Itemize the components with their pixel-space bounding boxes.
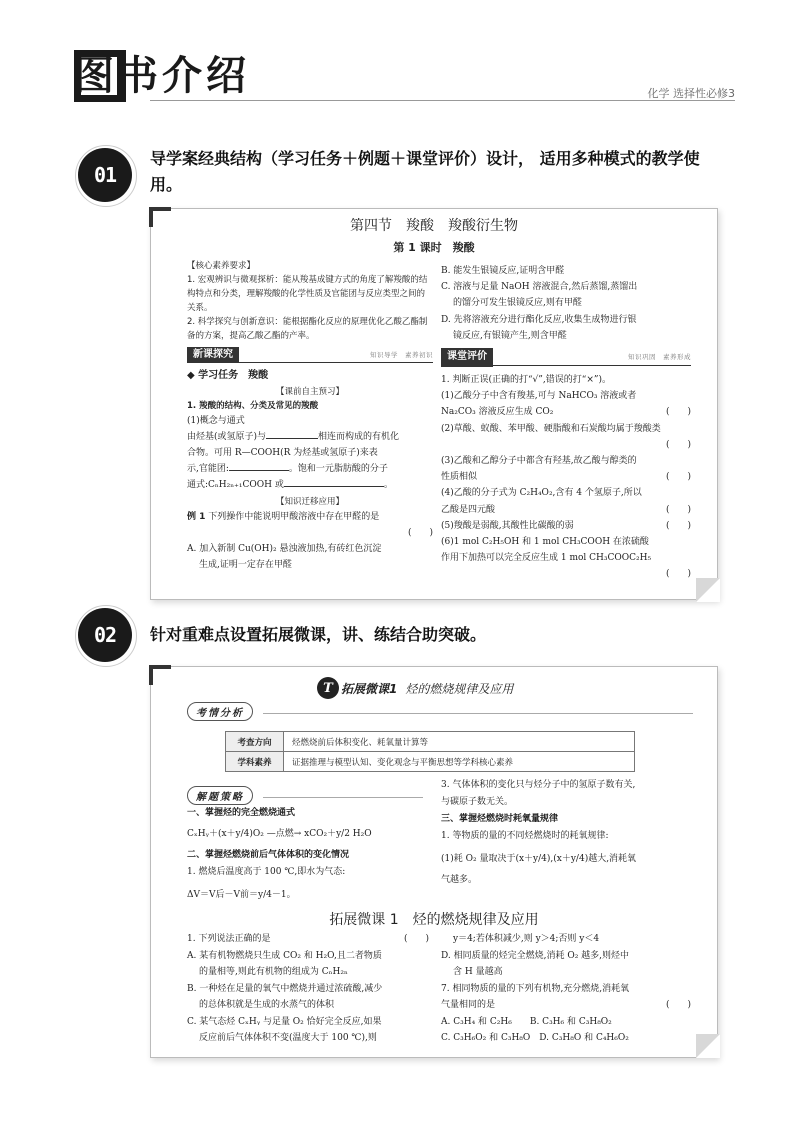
divider (263, 713, 693, 714)
judge-item: (2)草酸、蚁酸、苯甲酸、硬脂酸和石炭酸均属于羧酸类 (441, 423, 661, 434)
question: 7. 相同物质的量的下列有机物,充分燃烧,消耗氧 (441, 983, 630, 994)
answer-paren: ( ) (665, 569, 691, 580)
right-column (441, 263, 691, 583)
option: D. 相同质量的烃完全燃烧,消耗 O₂ 越多,则烃中 (441, 950, 630, 961)
text-line: 气越多。 (441, 875, 478, 885)
tag-subtitle: 知识导学 素养初识 (370, 350, 433, 359)
chapter-title: 第四节 羧酸 羧酸衍生物 (350, 218, 518, 234)
lesson-panel (150, 208, 718, 600)
question: 1. 羧酸的结构、分类及常见的羧酸 (187, 401, 319, 411)
judge-item: 乙酸是四元酸 (441, 504, 496, 515)
question: 1. 判断正误(正确的打“√”,错误的打“×”)。 (441, 375, 612, 386)
table-row (226, 732, 635, 752)
tag-subtitle: 知识巩固 素养形成 (628, 353, 691, 362)
option: 含 H 量越高 (453, 967, 503, 977)
strategy-heading: 一、掌握烃的完全燃烧通式 (187, 808, 296, 818)
task-title: ◆ 学习任务 羧酸 (187, 370, 269, 381)
new-course-tag: 新课探究 (187, 347, 239, 363)
new-course-bar (187, 347, 433, 363)
answer-paren: ( ) (407, 528, 433, 538)
text-line: (1)概念与通式 (187, 416, 245, 426)
strategy-left (187, 805, 427, 904)
corner-bracket (149, 665, 171, 685)
answer-paren: ( ) (665, 472, 691, 483)
page-fold (696, 1034, 720, 1058)
divider (263, 797, 423, 798)
evaluation-bar (441, 350, 691, 366)
answer-paren: ( ) (403, 934, 429, 944)
answer-paren: ( ) (665, 520, 691, 531)
micro-lesson-icon: T (317, 677, 339, 699)
micro-lesson-header (317, 677, 513, 699)
text-line: 1. 等物质的量的不同烃燃烧时的耗氧规律: (441, 831, 609, 841)
page-fold (696, 578, 720, 602)
option: 的量相等,则此有机物的组成为 CₙH₂ₙ (199, 967, 348, 977)
option: D. 先将溶液充分进行酯化反应,收集生成物进行银 (441, 314, 637, 325)
fill-blank (229, 462, 289, 471)
table-value: 证据推理与模型认知、变化观念与平衡思想等学科核心素养 (284, 752, 635, 772)
analysis-table (225, 731, 635, 772)
preview-heading: 【课前自主预习】 (275, 387, 344, 397)
lesson-title: 第 1 课时 羧酸 (393, 241, 475, 254)
header-divider (150, 100, 735, 101)
evaluation-tag: 课堂评价 (441, 348, 493, 366)
option: C. 某气态烃 CₓHᵧ 与足量 O₂ 恰好完全反应,如果 (187, 1016, 382, 1027)
option: 反应前后气体体积不变(温度大于 100 ℃),则 (199, 1033, 377, 1043)
judge-item: 性质相似 (441, 472, 478, 483)
judge-item: (1)乙酸分子中含有羧基,可与 NaHCO₃ 溶液或者 (441, 391, 637, 402)
exercise-right (441, 931, 691, 1047)
micro-lesson-panel (150, 666, 718, 1058)
table-row (226, 752, 635, 772)
core-heading: 【核心素养要求】 (187, 261, 256, 271)
option: 生成,证明一定存在甲醛 (199, 560, 292, 570)
text-line: 合物。可用 R—COOH(R 为烃基或氢原子)来表 (187, 448, 378, 458)
text-line: 。饱和一元脂肪酸的分子 (288, 464, 388, 474)
judge-item: (3)乙酸和乙醇分子中都含有羟基,故乙酸与醇类的 (441, 456, 637, 467)
logo-text: 图书介绍 (74, 53, 250, 99)
option: 的馏分可发生银镜反应,则有甲醛 (453, 298, 582, 309)
option: C. C₃H₆O₂ 和 C₃H₈O D. C₃H₈O 和 C₄H₆O₂ (441, 1033, 629, 1043)
exercise-left (187, 931, 429, 1047)
option: B. 能发生银镜反应,证明含甲醛 (441, 266, 565, 276)
analysis-pill-label: 考情分析 (187, 702, 253, 721)
section-number-badge: 02 (78, 608, 132, 662)
strategy-right (441, 777, 691, 889)
subject-label: 化学 选择性必修3 (647, 87, 735, 100)
strategy-heading: 二、掌握烃燃烧前后气体体积的变化情况 (187, 850, 350, 860)
option: 的总体积就是生成的水蒸气的体积 (199, 1000, 335, 1010)
transfer-heading: 【知识迁移应用】 (275, 497, 344, 507)
answer-paren: ( ) (665, 504, 691, 515)
example-label: 例 1 (187, 512, 206, 522)
question: 气量相同的是 (441, 1000, 496, 1010)
analysis-pill (187, 701, 253, 721)
judge-item: (6)1 mol C₂H₅OH 和 1 mol CH₃COOH 在浓硫酸 (441, 537, 649, 548)
core-item: 1. 宏观辨识与微观探析：能从羧基成键方式的角度了解羧酸的结构特点和分类，理解羧酸的化学性质及官能团与反应类型之间的关系。 (187, 275, 428, 313)
judge-item: 作用下加热可以完全反应生成 1 mol CH₃COOC₂H₅ (441, 553, 652, 564)
option: A. 加入新制 Cu(OH)₂ 悬浊液加热,有砖红色沉淀 (187, 544, 382, 554)
table-key: 考查方向 (226, 732, 284, 752)
question: 1. 下列说法正确的是 (187, 934, 271, 944)
option: y＝4;若体积减少,则 y＞4;否则 y＜4 (453, 934, 600, 944)
formula: CₓHᵧ＋(x＋y/4)O₂ —点燃→ xCO₂＋y/2 H₂O (187, 829, 372, 839)
judge-item: (4)乙酸的分子式为 C₂H₄O₂,含有 4 个氢原子,所以 (441, 488, 642, 499)
text-line: (1)耗 O₂ 量取决于(x＋y/4),(x＋y/4)越大,消耗氧 (441, 854, 637, 864)
text-line: 3. 气体体积的变化只与烃分子中的氢原子数有关, (441, 780, 636, 790)
section-title: 导学案经典结构（学习任务＋例题＋课堂评价）设计， 适用多种模式的教学使用。 (150, 149, 700, 194)
example-text: 下列操作中能说明甲酸溶液中存在甲醛的是 (208, 512, 380, 522)
text-line: 与碳原子数无关。 (441, 797, 514, 807)
option: C. 溶液与足量 NaOH 溶液混合,然后蒸馏,蒸馏出 (441, 282, 638, 293)
option: A. 某有机物燃烧只生成 CO₂ 和 H₂O,且二者物质 (187, 950, 382, 961)
section-title: 针对重难点设置拓展微课，讲、练结合助突破。 (150, 625, 487, 644)
answer-paren: ( ) (665, 439, 691, 450)
text-line: 相连而构成的有机化 (318, 432, 400, 442)
judge-item: Na₂CO₃ 溶液反应生成 CO₂ (441, 407, 554, 418)
exercise-title: 拓展微课 1 烃的燃烧规律及应用 (329, 912, 539, 928)
option: 镜反应,有银镜产生,则含甲醛 (453, 330, 567, 341)
section-number-badge: 01 (78, 148, 132, 202)
formula: ΔV＝V后－V前＝y/4－1。 (187, 890, 296, 900)
strategy-pill-label: 解题策略 (187, 786, 253, 805)
text-line: 由烃基(或氢原子)与 (187, 432, 267, 442)
text-line: 通式:CₙH₂ₙ₊₁COOH 或 (187, 480, 284, 490)
micro-lesson-title: 烃的燃烧规律及应用 (405, 681, 514, 696)
strategy-pill (187, 785, 253, 805)
table-value: 烃燃烧前后体积变化、耗氧量计算等 (284, 732, 635, 752)
option: B. 一种烃在足量的氧气中燃烧并通过浓硫酸,减少 (187, 983, 383, 994)
option: A. C₃H₄ 和 C₂H₆ B. C₃H₆ 和 C₃H₈O₂ (441, 1016, 612, 1027)
answer-paren: ( ) (665, 407, 691, 418)
judge-item: (5)羧酸是弱酸,其酸性比碳酸的弱 (441, 520, 574, 531)
left-column (187, 259, 433, 573)
text-line: 1. 燃烧后温度高于 100 ℃,即水为气态: (187, 867, 346, 877)
text-line: 示,官能团: (187, 464, 229, 474)
answer-paren: ( ) (665, 1000, 691, 1010)
micro-lesson-label: 拓展微课1 (341, 681, 398, 696)
fill-blank (266, 430, 318, 439)
core-item: 2. 科学探究与创新意识：能根据酯化反应的原理优化乙酸乙酯制备的方案，提高乙酸乙酯的产率。 (187, 317, 428, 341)
strategy-heading: 三、掌握烃燃烧时耗氧量规律 (441, 814, 559, 824)
fill-blank (284, 478, 384, 487)
table-key: 学科素养 (226, 752, 284, 772)
text-line: 。 (383, 480, 393, 490)
